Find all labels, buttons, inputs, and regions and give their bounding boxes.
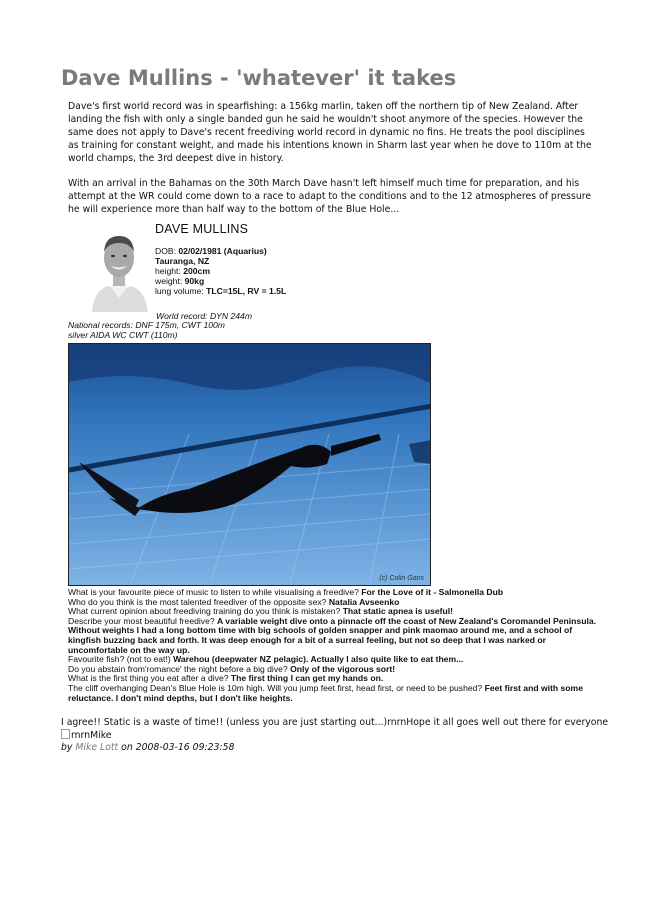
profile-hometown: Tauranga, NZ — [155, 256, 210, 266]
qa-item: The cliff overhanging Dean's Blue Hole is 10m high. Will you jump feet first, head first, or need to be pushed? Feet first and with some reluctance. I don't mind depths, but I don't like heights. — [68, 682, 583, 703]
reader-comment — [61, 716, 621, 742]
qa-item: What is the first thing you eat after a dive? The first thing I can get my hands on. — [68, 673, 384, 684]
comment-signoff-line: rnrnMike — [61, 729, 621, 742]
qa-item: Describe your most beautiful freedive? A variable weight dive onto a pinnacle off the coast of New Zealand's Coromandel Peninsula. Without weights I had a long bottom time with big schools of golden snapper and pink maomao around me, and a school of kingfish buzzing back and forth. It was deep enough for a bit of a surreal feeling, but not so deep that I was narked or uncomfortable on the way up. — [68, 615, 596, 655]
qa-item: What is your favourite piece of music to listen to while visualising a freedive? For the Love of it - Salmonella Dub — [68, 587, 504, 597]
intro-paragraph: Dave's first world record was in spearfishing: a 156kg marlin, taken off the northern tip of New Zealand. After landing the fish with only a single banded gun he said he wouldn't shoot anymore of the species. However the same does not apply to Dave's recent freediving world record in dynamic no fins. He treats the pool disciplines as training for constant weight, and made his intentions known in Sharm last year when he dove to 110m at the world champs, the 3rd deepest dive in history. — [68, 101, 592, 164]
qa-item: Do you abstain from'romance' the night before a big dive? Only of the vigorous sort! — [68, 663, 396, 674]
comment-byline: by Mike Lott on 2008-03-16 09:23:58 — [61, 742, 235, 753]
comment-text: I agree!! Static is a waste of time!! (unless you are just starting out...)rnrnHope it all goes well out there for everyone — [61, 717, 609, 728]
world-record: World record: DYN 244m — [156, 311, 252, 321]
qa-item: Favourite fish? (not to eat!) Warehou (deepwater NZ pelagic). Actually I also quite like to eat them... — [68, 654, 464, 665]
pool-dive-photo — [68, 343, 431, 586]
profile-height: height: 200cm — [155, 266, 210, 276]
profile-dob: DOB: 02/02/1981 (Aquarius) — [155, 246, 267, 256]
profile-name: DAVE MULLINS — [155, 222, 249, 236]
comment-date: 2008-03-16 09:23:58 — [135, 742, 235, 753]
profile-panel — [155, 222, 455, 296]
bahamas-paragraph: With an arrival in the Bahamas on the 30th March Dave hasn't left himself much time for preparation, and his attempt at the WR could come down to a race to adapt to the conditions and to the 12 atmospheres of pressure he will experience more than half way to the bottom of the Blue Hole... — [68, 178, 592, 215]
profile-lung-volume: lung volume: TLC=15L, RV = 1.5L — [155, 286, 287, 296]
article-title: Dave Mullins - 'whatever' it takes — [61, 66, 457, 90]
qa-item: What current opinion about freediving training do you think is mistaken? That static apnea is useful! — [68, 606, 454, 617]
comment-author-link[interactable]: Mike Lott — [75, 742, 119, 753]
profile-weight: weight: 90kg — [155, 276, 205, 286]
qa-item: Who do you think is the most talented freediver of the opposite sex? Natalia Avseenko — [68, 596, 400, 607]
qa-list — [68, 588, 598, 703]
broken-image-icon — [61, 729, 70, 739]
dave-mullins-portrait — [88, 228, 150, 312]
national-records: National records: DNF 175m, CWT 100m silver AIDA WC CWT (110m) — [68, 320, 225, 340]
photo-credit: (c) Colin Gans — [379, 575, 424, 582]
